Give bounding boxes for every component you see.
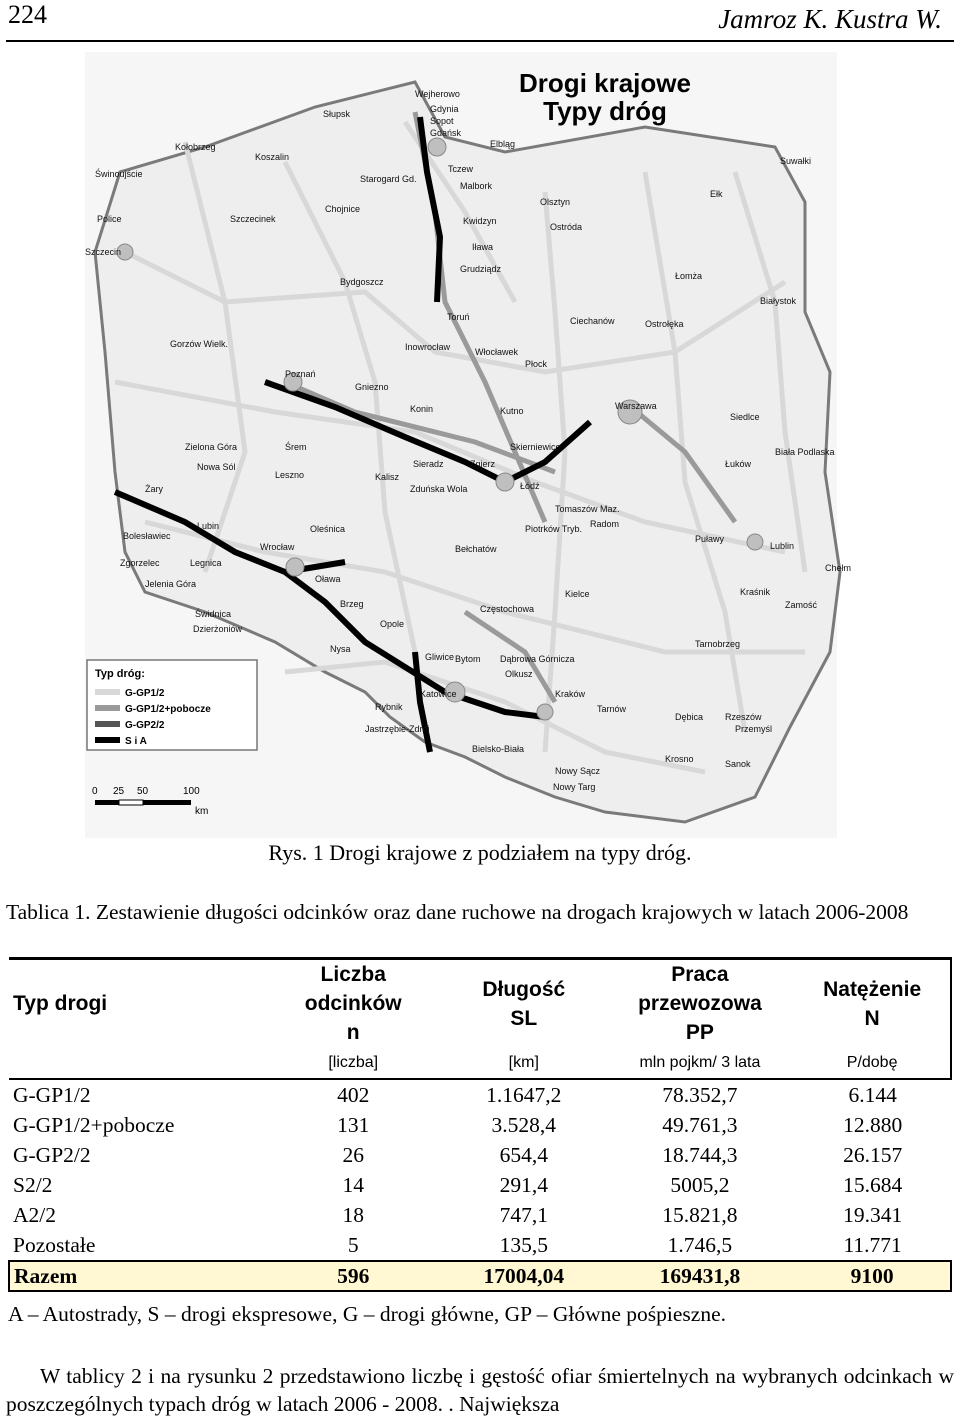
- table-row: [9, 1200, 951, 1230]
- city-label: Dzierżoniów: [193, 624, 243, 634]
- cell-intensity: 26.157: [843, 1143, 903, 1167]
- city-label: Kołobrzeg: [175, 142, 216, 152]
- scale-label: 25: [113, 786, 125, 797]
- cell-intensity: 6.144: [848, 1083, 897, 1107]
- cell-type: A2/2: [13, 1203, 56, 1227]
- city-label: Łuków: [725, 459, 752, 469]
- cell-type: S2/2: [13, 1173, 53, 1197]
- scale-segment: [95, 800, 119, 805]
- city-label: Krosno: [665, 754, 694, 764]
- header-count-line2: odcinków: [304, 992, 402, 1015]
- scale-label: 100: [183, 786, 200, 797]
- header-count: [264, 959, 442, 1048]
- cell-length: 3.528,4: [491, 1113, 557, 1137]
- legend-label: S i A: [125, 736, 147, 747]
- city-label: Oława: [315, 574, 341, 584]
- city-label: Toruń: [447, 312, 470, 322]
- city-label: Starogard Gd.: [360, 174, 417, 184]
- cell-type: Pozostałe: [13, 1233, 96, 1257]
- city-label: Rzeszów: [725, 712, 762, 722]
- cell-type: G-GP2/2: [13, 1143, 91, 1167]
- city-label: Chojnice: [325, 204, 361, 214]
- city-label: Wejherowo: [415, 89, 460, 99]
- cell-count: 131: [337, 1113, 370, 1137]
- city-label: Tomaszów Maz.: [555, 504, 620, 514]
- header-count-line3: n: [346, 1021, 360, 1044]
- city-label: Ciechanów: [570, 316, 615, 326]
- total-length: 17004,04: [442, 1261, 606, 1291]
- cell-count: 5: [347, 1233, 359, 1257]
- city-label: Dębica: [675, 712, 704, 722]
- cell-intensity: 15.684: [843, 1173, 903, 1197]
- city-label: Kraśnik: [740, 587, 771, 597]
- unit-work: mln pojkm/ 3 lata: [606, 1047, 795, 1079]
- cell-type: G-GP1/2: [13, 1083, 91, 1107]
- cell-type: G-GP1/2+pobocze: [13, 1113, 175, 1137]
- city-label: Włocławek: [475, 347, 519, 357]
- header-type: Typ drogi: [9, 959, 264, 1048]
- table-row: [9, 1230, 951, 1261]
- city-label: Warszawa: [615, 401, 657, 411]
- body-paragraph: W tablicy 2 i na rysunku 2 przedstawiono liczbę i gęstość ofiar śmiertelnych na wybranych odcinkach w poszczególnych typach dróg w latach 2006 - 2008. . Największa: [6, 1364, 954, 1416]
- cell-work: 78.352,7: [662, 1083, 738, 1107]
- city-label: Gorzów Wielk.: [170, 339, 229, 349]
- map-title-line1: Drogi krajowe: [519, 68, 691, 98]
- city-label: Kwidzyn: [463, 216, 497, 226]
- map-title: [519, 68, 691, 126]
- header-length-line1: Długość: [482, 977, 566, 1001]
- road-map-figure: [85, 52, 852, 838]
- cell-work: 1.746,5: [667, 1233, 733, 1257]
- city-label: Łódź: [520, 481, 540, 491]
- city-label: Nowy Targ: [553, 782, 596, 792]
- city-label: Słupsk: [323, 109, 351, 119]
- table-total-row: [9, 1261, 951, 1291]
- city-label: Koszalin: [255, 152, 290, 162]
- city-label: Grudziądz: [460, 264, 502, 274]
- city-label: Radom: [590, 519, 620, 529]
- city-label: Siedlce: [730, 412, 760, 422]
- cell-length: 1.1647,2: [486, 1083, 562, 1107]
- cell-work: 5005,2: [670, 1173, 730, 1197]
- city-label: Bolesławiec: [123, 531, 171, 541]
- city-label: Częstochowa: [480, 604, 535, 614]
- table-row: [9, 1170, 951, 1200]
- scale-segment: [143, 800, 191, 805]
- table-title: Tablica 1. Zestawienie długości odcinków oraz dane ruchowe na drogach krajowych w latach 2006-2008: [6, 900, 909, 924]
- cell-length: 654,4: [499, 1143, 548, 1167]
- figure-caption: Rys. 1 Drogi krajowe z podziałem na typy dróg.: [268, 840, 692, 865]
- header-length: [442, 959, 606, 1048]
- legend-label: G-GP2/2: [125, 720, 165, 731]
- city-label: Kalisz: [375, 472, 400, 482]
- scale-label: km: [195, 806, 209, 817]
- city-label: Sieradz: [413, 459, 444, 469]
- city-label: Elbląg: [490, 139, 516, 149]
- city-label: Tarnobrzeg: [695, 639, 741, 649]
- city-label: Dąbrowa Górnicza: [500, 654, 575, 664]
- city-label: Poznań: [285, 369, 316, 379]
- city-label: Szczecin: [85, 247, 122, 257]
- city-label: Puławy: [695, 534, 725, 544]
- city-label: Tczew: [448, 164, 474, 174]
- header-intensity: [794, 959, 951, 1048]
- city-label: Zgierz: [470, 459, 496, 469]
- unit-intensity: P/dobę: [794, 1047, 951, 1079]
- cell-count: 26: [342, 1143, 364, 1167]
- city-label: Ostrołęka: [645, 319, 684, 329]
- table-row: [9, 1079, 951, 1110]
- city-label: Płock: [525, 359, 548, 369]
- unit-count: [liczba]: [264, 1047, 442, 1079]
- table-row: [9, 1140, 951, 1170]
- total-work: 169431,8: [606, 1261, 795, 1291]
- table-row: [9, 1110, 951, 1140]
- city-label: Olsztyn: [540, 197, 571, 207]
- cell-work: 49.761,3: [662, 1113, 738, 1137]
- cell-count: 14: [342, 1173, 364, 1197]
- city-label: Białystok: [760, 296, 797, 306]
- city-label: Legnica: [190, 558, 222, 568]
- table-header-row: [9, 959, 951, 1048]
- city-label: Żary: [145, 484, 163, 494]
- unit-empty: [9, 1047, 264, 1079]
- header-work-line1: Praca: [671, 963, 729, 986]
- total-intensity: 9100: [794, 1261, 951, 1291]
- city-label: Sanok: [725, 759, 751, 769]
- city-label: Biała Podlaska: [775, 447, 835, 457]
- city-label: Jelenia Góra: [145, 579, 197, 589]
- city-label: Opole: [380, 619, 405, 629]
- city-label: Oleśnica: [310, 524, 346, 534]
- city-label: Ełk: [710, 189, 723, 199]
- header-work-line3: PP: [685, 1021, 714, 1044]
- city-label: Gdańsk: [430, 128, 462, 138]
- city-label: Bielsko-Biała: [472, 744, 525, 754]
- city-label: Chełm: [825, 563, 852, 573]
- city-label: Brzeg: [340, 599, 364, 609]
- cell-length: 291,4: [499, 1173, 548, 1197]
- city-label: Bydgoszcz: [340, 277, 384, 287]
- city-label: Świdnica: [195, 609, 232, 619]
- city-label: Gniezno: [355, 382, 389, 392]
- total-label: Razem: [9, 1261, 264, 1291]
- table-units-row: [9, 1047, 951, 1079]
- city-label: Nysa: [330, 644, 351, 654]
- city-label: Gdynia: [430, 104, 459, 114]
- cell-count: 18: [342, 1203, 364, 1227]
- city-label: Skierniewice: [510, 442, 561, 452]
- city-label: Konin: [410, 404, 434, 414]
- cell-intensity: 19.341: [843, 1203, 903, 1227]
- city-label: Katowice: [420, 689, 457, 699]
- unit-length: [km]: [442, 1047, 606, 1079]
- city-label: Ostróda: [550, 222, 583, 232]
- header-work-line2: przewozowa: [638, 992, 762, 1015]
- header-intensity-line2: N: [864, 1006, 880, 1030]
- data-table: [8, 957, 952, 1292]
- cell-length: 135,5: [499, 1233, 548, 1257]
- header-length-line2: SL: [510, 1006, 538, 1030]
- scale-segment: [119, 800, 143, 805]
- city-label: Olkusz: [505, 669, 533, 679]
- city-label: Kielce: [565, 589, 590, 599]
- header-count-line1: Liczba: [320, 963, 386, 986]
- scale-label: 50: [137, 786, 149, 797]
- header-intensity-line1: Natężenie: [823, 977, 922, 1001]
- map-scale-bar: [92, 786, 208, 817]
- total-count: 596: [264, 1261, 442, 1291]
- city-label: Inowrocław: [405, 342, 451, 352]
- legend-title: Typ dróg:: [95, 668, 145, 680]
- city-label: Wrocław: [260, 542, 295, 552]
- map-legend: [87, 660, 257, 750]
- city-label: Bytom: [455, 654, 481, 664]
- city-label: Sopot: [430, 116, 454, 126]
- header-rule: [6, 40, 954, 42]
- city-label: Lubin: [197, 521, 220, 531]
- city-label: Iława: [472, 242, 494, 252]
- city-label: Nowa Sól: [197, 462, 236, 472]
- cell-intensity: 11.771: [843, 1233, 902, 1257]
- scale-label: 0: [92, 786, 98, 797]
- city-label: Police: [97, 214, 122, 224]
- city-label: Jastrzębie-Zdrój: [365, 724, 430, 734]
- city-label: Bełchatów: [455, 544, 497, 554]
- city-label: Tarnów: [597, 704, 627, 714]
- cell-count: 402: [337, 1083, 370, 1107]
- city-label: Piotrków Tryb.: [525, 524, 583, 534]
- city-label: Leszno: [275, 470, 305, 480]
- city-label: Zamość: [785, 600, 818, 610]
- legend-label: G-GP1/2+pobocze: [125, 704, 211, 715]
- city-label: Szczecinek: [230, 214, 276, 224]
- city-label: Przemyśl: [735, 724, 773, 734]
- city-label: Malbork: [460, 181, 493, 191]
- city-label: Zduńska Wola: [410, 484, 468, 494]
- cell-intensity: 12.880: [843, 1113, 903, 1137]
- cell-work: 15.821,8: [662, 1203, 738, 1227]
- header-work: [606, 959, 795, 1048]
- city-label: Gliwice: [425, 652, 455, 662]
- city-label: Rybnik: [375, 702, 403, 712]
- city-label: Zielona Góra: [185, 442, 238, 452]
- table-footnote: A – Autostrady, S – drogi ekspresowe, G – drogi główne, GP – Główne pośpieszne.: [8, 1302, 726, 1326]
- page-header: [0, 0, 960, 42]
- city-label: Lublin: [770, 541, 795, 551]
- city-label: Suwałki: [780, 156, 812, 166]
- city-label: Łomża: [675, 271, 703, 281]
- running-authors: Jamroz K. Kustra W.: [718, 4, 942, 34]
- page-number: 224: [8, 0, 47, 29]
- cell-work: 18.744,3: [662, 1143, 738, 1167]
- city-label: Świnoujście: [95, 169, 143, 179]
- city-label: Nowy Sącz: [555, 766, 601, 776]
- city-label: Śrem: [285, 442, 307, 452]
- cell-length: 747,1: [499, 1203, 548, 1227]
- city-label: Kutno: [500, 406, 524, 416]
- city-label: Kraków: [555, 689, 586, 699]
- road-map-svg: [85, 52, 852, 838]
- legend-label: G-GP1/2: [125, 688, 165, 699]
- map-title-line2: Typy dróg: [543, 96, 667, 126]
- city-label: Zgorzelec: [120, 558, 160, 568]
